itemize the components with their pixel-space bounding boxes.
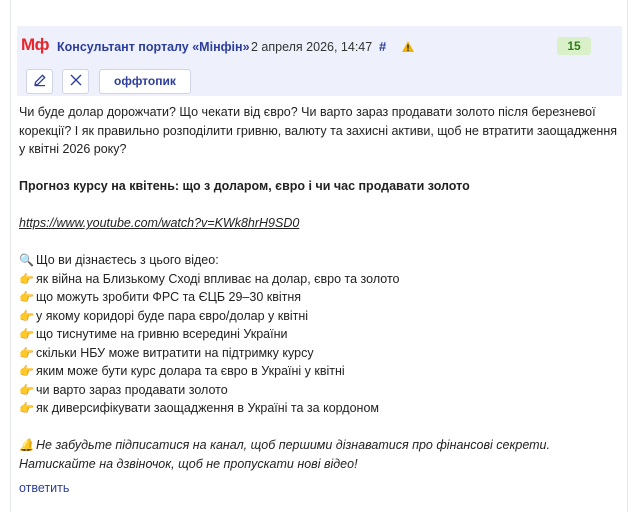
list-item: 👉 скільки НБУ може витратити на підтримку курсу bbox=[19, 344, 619, 363]
close-icon bbox=[70, 74, 82, 89]
pointing-hand-icon: 👉 bbox=[19, 327, 34, 341]
pointing-hand-icon: 👉 bbox=[19, 308, 34, 323]
post-intro: Чи буде долар дорожчати? Що чекати від євро? Чи варто зараз продавати золото після березневої корекції? І як правильно розподілити гривню, валюту та захисні активи, щоб не втратити заощадження у квітні 2026 року? bbox=[19, 105, 617, 156]
minfin-logo: Мф bbox=[21, 35, 50, 54]
post-date: 2 апреля 2026, 14:47 bbox=[251, 40, 373, 54]
pointing-hand-icon: 👉 bbox=[19, 290, 34, 304]
list-item: 👉 яким може бути курс долара та євро в Україні у квітні bbox=[19, 362, 619, 381]
delete-button[interactable] bbox=[62, 69, 89, 94]
warning-icon[interactable] bbox=[401, 40, 415, 53]
pointing-hand-icon: 👉 bbox=[19, 364, 34, 378]
pointing-hand-icon: 👉 bbox=[19, 271, 34, 286]
pointing-hand-icon: 👉 bbox=[19, 345, 34, 360]
list-item: 👉 як війна на Близькому Сході впливає на долар, євро та золото bbox=[19, 270, 619, 289]
rating-badge[interactable]: 15 bbox=[557, 37, 591, 55]
pointing-hand-icon: 👉 bbox=[19, 382, 34, 397]
forum-post bbox=[10, 0, 628, 512]
bell-icon: 🔔 bbox=[19, 438, 34, 452]
offtopic-tag-button[interactable]: оффтопик bbox=[99, 69, 191, 94]
post-header bbox=[17, 26, 622, 96]
author-link[interactable]: Консультант порталу «Мінфін» bbox=[57, 40, 250, 54]
pointing-hand-icon: 👉 bbox=[19, 401, 34, 415]
permalink-hash[interactable]: # bbox=[379, 39, 387, 54]
list-item: 👉 що можуть зробити ФРС та ЄЦБ 29–30 квітня bbox=[19, 288, 619, 307]
post-body bbox=[19, 103, 619, 473]
magnifier-icon: 🔍 bbox=[19, 253, 34, 267]
post-headline: Прогноз курсу на квітень: що з доларом, євро і чи час продавати золото bbox=[19, 179, 470, 193]
reply-link[interactable]: ответить bbox=[19, 481, 70, 495]
list-item: 👉 у якому коридорі буде пара євро/долар у квітні bbox=[19, 307, 619, 326]
edit-button[interactable] bbox=[26, 69, 53, 94]
subscribe-note: 🔔 Не забудьте підписатися на канал, щоб першими дізнаватися про фінансові секрети. Натискайте на дзвіночок, щоб не пропускати нові відео! bbox=[19, 438, 550, 471]
learn-title: 🔍 Що ви дізнаєтесь з цього відео: bbox=[19, 251, 619, 270]
edit-icon bbox=[33, 73, 47, 90]
list-item: 👉 чи варто зараз продавати золото bbox=[19, 381, 619, 400]
list-item: 👉 що тиснутиме на гривню всередині України bbox=[19, 325, 619, 344]
list-item: 👉 як диверсифікувати заощадження в Україні та за кордоном bbox=[19, 399, 619, 418]
video-link[interactable]: https://www.youtube.com/watch?v=KWk8hrH9SD0 bbox=[19, 216, 300, 230]
